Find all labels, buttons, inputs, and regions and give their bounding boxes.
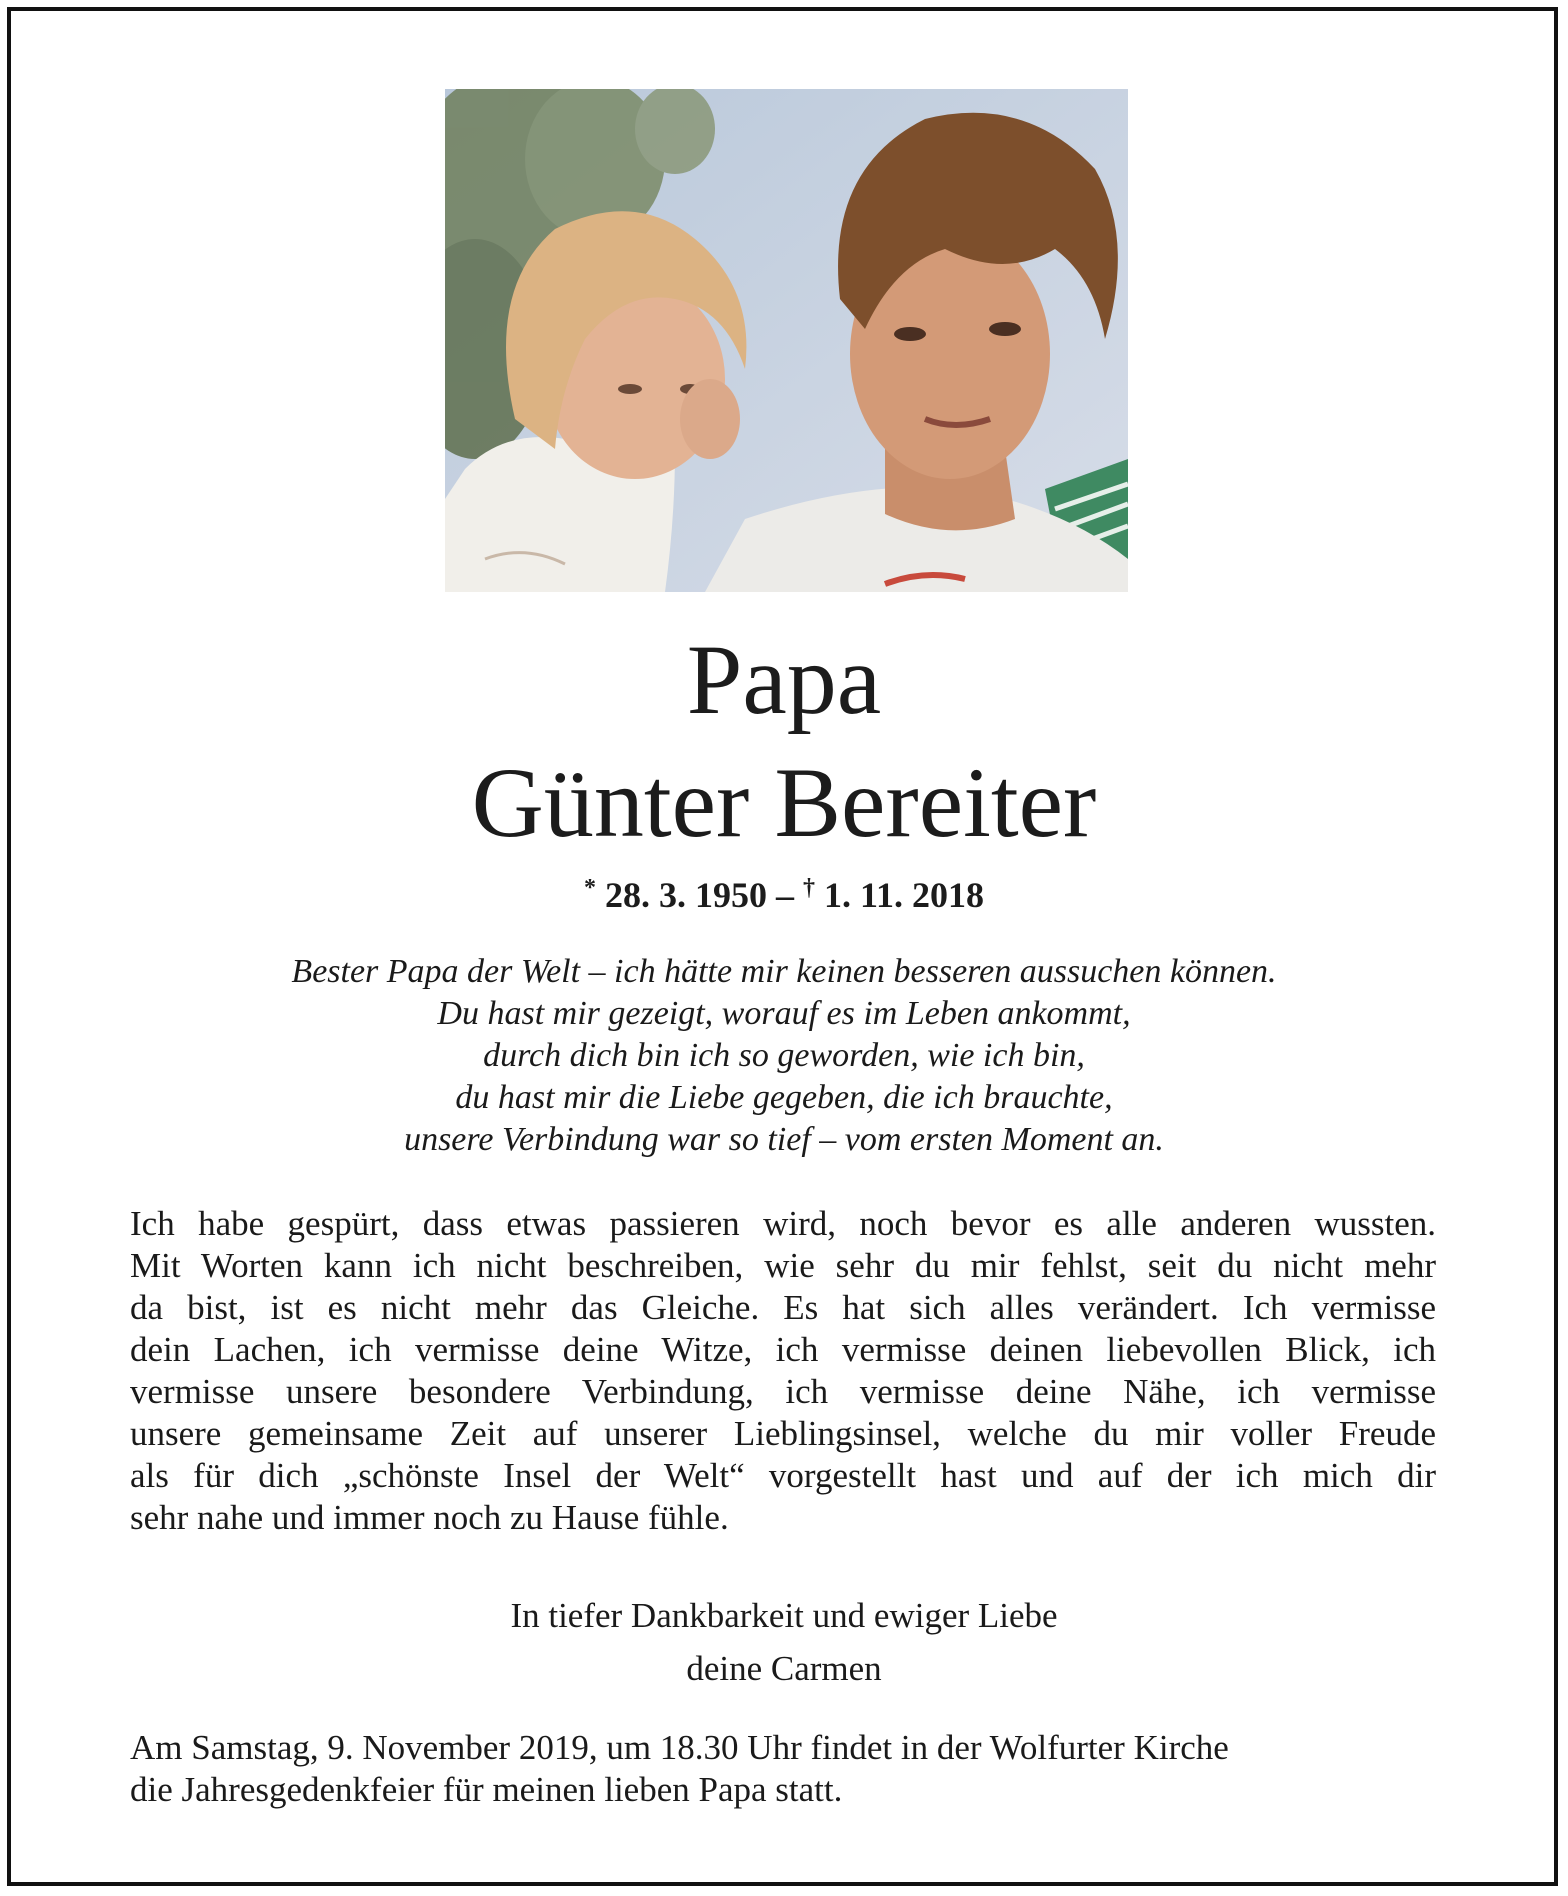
body-line: als für dich „schönste Insel der Welt“ vorgestellt hast und auf der ich mich dir: [130, 1456, 1436, 1495]
body-line: Mit Worten kann ich nicht beschreiben, wie sehr du mir fehlst, seit du nicht mehr: [130, 1246, 1436, 1285]
poem-line: Bester Papa der Welt – ich hätte mir keinen besseren aussuchen können.: [291, 953, 1277, 990]
closing-line: In tiefer Dankbarkeit und ewiger Liebe: [510, 1596, 1058, 1635]
child-hand: [680, 379, 740, 459]
notice-line: Am Samstag, 9. November 2019, um 18.30 Uhr findet in der Wolfurter Kirche: [130, 1728, 1229, 1767]
poem-line: du hast mir die Liebe gegeben, die ich brauchte,: [455, 1079, 1113, 1116]
date-separator: –: [775, 875, 794, 915]
body-line: dein Lachen, ich vermisse deine Witze, ich vermisse deinen liebevollen Blick, ich: [130, 1330, 1436, 1369]
death-date: 1. 11. 2018: [823, 875, 984, 915]
death-symbol: †: [802, 875, 815, 901]
memorial-service-notice: [130, 1727, 1436, 1811]
memorial-text: [130, 1203, 1436, 1539]
portrait-photo: [445, 89, 1128, 592]
poem-line: Du hast mir gezeigt, worauf es im Leben ankommt,: [437, 995, 1131, 1032]
body-line: vermisse unsere besondere Verbindung, ich vermisse deine Nähe, ich vermisse: [130, 1372, 1436, 1411]
poem: [0, 951, 1568, 1161]
birth-date: 28. 3. 1950: [604, 875, 767, 915]
body-line: da bist, ist es nicht mehr das Gleiche. Es hat sich alles verändert. Ich vermisse: [130, 1288, 1436, 1327]
body-line: sehr nahe und immer noch zu Hause fühle.: [130, 1498, 729, 1537]
poem-line: durch dich bin ich so geworden, wie ich bin,: [483, 1037, 1085, 1074]
body-line: unsere gemeinsame Zeit auf unserer Lieblingsinsel, welche du mir voller Freude: [130, 1414, 1436, 1453]
portrait-illustration: [445, 89, 1128, 592]
title-papa: Papa: [686, 624, 882, 735]
birth-symbol: *: [583, 875, 596, 901]
notice-line: die Jahresgedenkfeier für meinen lieben Papa statt.: [130, 1770, 843, 1809]
signature-name: deine Carmen: [686, 1649, 882, 1688]
title-name: Günter Bereiter: [471, 747, 1097, 858]
closing-signature: [0, 1589, 1568, 1695]
poem-line: unsere Verbindung war so tief – vom ersten Moment an.: [404, 1121, 1164, 1158]
body-line: Ich habe gespürt, dass etwas passieren wird, noch bevor es alle anderen wussten.: [130, 1204, 1436, 1243]
life-dates: [0, 866, 1568, 917]
